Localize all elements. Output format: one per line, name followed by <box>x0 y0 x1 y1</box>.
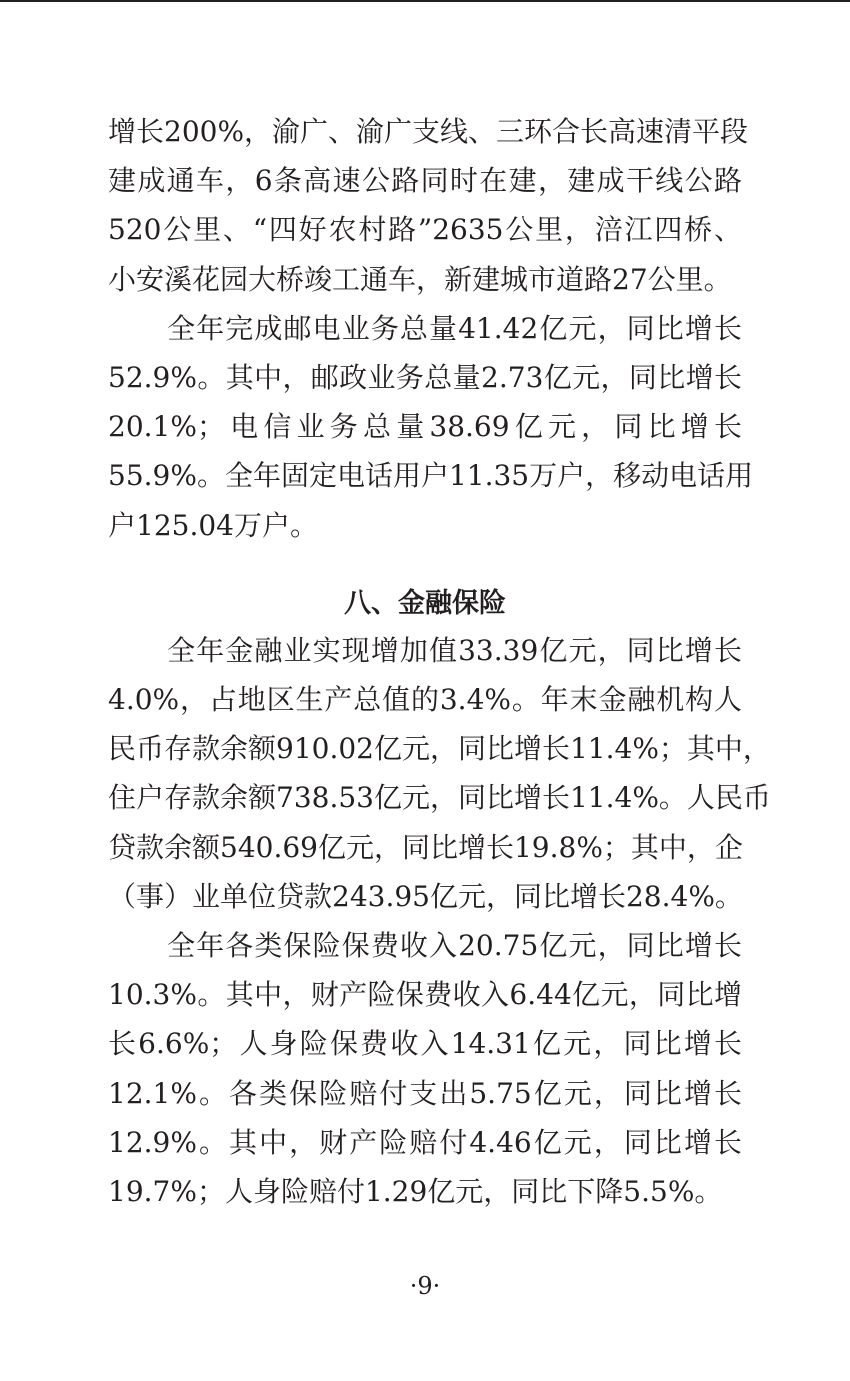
top-border-rule <box>0 0 850 2</box>
text-line: 4.0%，占地区生产总值的3.4%。年末金融机构人 <box>108 683 742 717</box>
text-line-content: 全年完成邮电业务总量41.42亿元，同比增长 <box>166 311 742 345</box>
text-line: 小安溪花园大桥竣工通车，新建城市道路27公里。 <box>108 262 732 296</box>
text-line: 12.9%。其中，财产险赔付4.46亿元，同比增长 <box>108 1125 742 1159</box>
text-line: （事）业单位贷款243.95亿元，同比增长28.4%。 <box>108 879 743 913</box>
paragraph-post-telecom <box>108 304 754 550</box>
document-body <box>108 107 771 1216</box>
text-line: 20.1%；电信业务总量38.69亿元，同比增长 <box>108 410 742 444</box>
text-line: 10.3%。其中，财产险保费收入6.44亿元，同比增 <box>108 978 742 1012</box>
text-line-content: 全年各类保险保费收入20.75亿元，同比增长 <box>166 929 742 963</box>
text-line: 户125.04万户。 <box>108 508 318 542</box>
paragraph-insurance <box>108 921 742 1216</box>
text-line: 55.9%。全年固定电话用户11.35万户，移动电话用 <box>108 459 754 493</box>
text-line: 住户存款余额738.53亿元，同比增长11.4%。人民币 <box>108 781 771 815</box>
paragraph-transport <box>108 107 749 304</box>
page-number: ·9· <box>409 1272 441 1300</box>
text-line-first <box>108 921 742 970</box>
section-spacer <box>108 550 742 581</box>
text-line: 增长200%，渝广、渝广支线、三环合长高速清平段 <box>108 115 749 148</box>
text-line: 建成通车，6条高速公路同时在建，建成干线公路 <box>108 164 742 198</box>
text-line-content: 全年金融业实现增加值33.39亿元，同比增长 <box>166 633 742 667</box>
text-line: 520公里、“四好农村路”2635公里，涪江四桥、 <box>108 213 742 247</box>
text-line: 贷款余额540.69亿元，同比增长19.8%；其中，企 <box>108 830 743 864</box>
text-line: 12.1%。各类保险赔付支出5.75亿元，同比增长 <box>108 1076 742 1110</box>
text-line-first <box>108 304 742 353</box>
text-line: 52.9%。其中，邮政业务总量2.73亿元，同比增长 <box>108 361 742 395</box>
text-line-first <box>108 626 742 675</box>
text-line: 民币存款余额910.02亿元，同比增长11.4%；其中， <box>108 732 771 766</box>
paragraph-finance <box>108 626 771 921</box>
text-line: 19.7%；人身险赔付1.29亿元，同比下降5.5%。 <box>108 1175 723 1209</box>
section-heading: 八、金融保险 <box>344 587 506 619</box>
text-line: 长6.6%；人身险保费收入14.31亿元，同比增长 <box>108 1027 742 1061</box>
